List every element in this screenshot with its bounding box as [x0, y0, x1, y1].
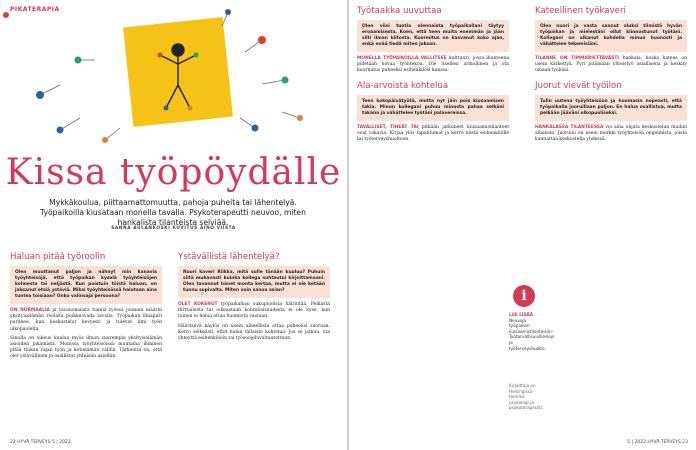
answer-paragraph: HANKALASSA TILANTEESSA voi aina ohjata keskustelun muihin aiheisiin. Juoruilu on usein merkki työyhteisön ongelmista, joista kannattaa keskustella yhdessä. [535, 124, 687, 143]
answer-paragraph: OLET KOKENUT työpaikallasi sukupuolista häirintää. Pelkästä flirttailusta tai oikeastaan kohteliaisuudesta ei ole kyse, kun toinen ei halua ottaa huomiota vastaan. [178, 302, 330, 320]
answer-paragraph: ON NORMAALIA ja tavanomaista toimia työssä joissain määrin yksityiselämän roolista poikkeavalla tavalla. Työpaikan ilmapiiri paranee, kun keskustelut kevyesti ja tulevat ilmi työn ulkopuolelta. [10, 308, 162, 332]
reader-question: Teen kokopäivätyötä, mutta nyt jäin pois kiusaamisen takia. Minun kollegani puhuu minusta pahaa selkäni takana ja vähättelee työtäni palavereissa. [357, 95, 509, 121]
reader-question: Nuori kaveri Riikka, mitä sulle tänään kuuluu? Puhuin siitä mukavasti kuinka kollega suhtautui kirjoittamaani. Olen tavannut hänet monta kertaa, mutta ei ole ketään tunnu sopivalta. Miten voin sanoa asian? [178, 266, 330, 298]
info-sidebar [509, 285, 555, 425]
article-column-4 [535, 6, 687, 146]
left-page [0, 0, 347, 450]
headline: Kissa työpöydälle [5, 152, 342, 193]
answer-paragraph: Häiritsevä käytös on usein aiheellista ottaa puheeksi suoraan. Kerro selkeästi, ettet halua tällaista kohtelua. Jos se jatkuu, ota yhteyttä esihenkilöön tai työsuojeluvaltuutettuun. [178, 323, 330, 342]
illustration-figure-on-note [0, 0, 347, 165]
reader-question: Olen nuori ja vasta saanut aluksi tiimistä hyvän työpaikan ja mielestäni ollut kiinnostunut työtäni. Kollegani on alkanut kohdella minua huonosti ja vähättelee tekemisiäni. [535, 20, 687, 52]
info-icon: i [513, 285, 535, 307]
column-heading: Ystävällistä lähentelyä? [178, 252, 280, 262]
page-footer: 5 | 2022 HYVÄ TERVEYS 23 [627, 440, 688, 445]
author-note: Kirjoittaja on Helsingissä toimiva psykologi ja psykoterapeutti. [509, 383, 544, 411]
byline: SANNA AULANKOSKI KUVITUS AINO VIISTA [111, 226, 236, 231]
article-column-3 [357, 6, 509, 146]
article-column-1 [10, 252, 162, 364]
section-tag: PIKATERAPIA [10, 6, 60, 13]
reader-question: Tulin uutena työyhteisöön ja huomasin nopeasti, että työpaikalla juoruillaan paljon. En halua osallistua, mutta pelkään jääväni ulkopuoliseksi. [535, 95, 687, 121]
reader-question: Olen muuttanut paljon ja nähnyt niin kanavia työyhteisöjä, että työpaikan kyselä työyhteisöjen kolmesta tai neljästä. Kun poistuin töistä haluan, en jaksanut etsiä ystäviä. Miksi työyhteisössä halutaan aina tuntea toisiaan? Onko valinsaja persoona? [10, 266, 162, 304]
page-footer: 22 HYVÄ TERVEYS 5 | 2022 [10, 440, 71, 445]
info-text: LUE LISÄÄ Neuvoja työpaikan kiusaamistilanteisiin: Työturvallisuuskeskus ja työterveyshuolto. [509, 312, 555, 351]
column-heading: Työtaakka uuvuttaa [357, 6, 442, 16]
answer-paragraph: TILANNE ON TIMMARIETTÄVÄSTI hankala, koska kateus on usein kätkettyä. Pyri pitämään yhteistyö asiallisena ja keskity omaan työhösi. [535, 56, 687, 74]
column-heading: Kateellinen työkaveri [535, 6, 626, 16]
reader-question: Olen viisi tuntia olennaista työpaikallani täytyy eroaamisesta. Koen, että teen muita enemmän ja jään silti ilman kiitosta. Kuormitus on kasvanut koko ajan, enkä enää tiedä miten jaksan. [357, 20, 509, 52]
lead-paragraph: Mykkäkoulua, piittaamattomuutta, pahoja puheita tai lähentelyä. Työpaikoilla kiusataan monella tavalla. Psykoterapeutti neuvoo, miten hankalista tilanteista selviää. [40, 198, 306, 227]
answer-paragraph: Sinulla on oikeus kuulua myös ilman suurempia yksityiselämän asioiden jakamista. Monissa työyhteisöissä muutama ihminen pitää tiukan rajan työn ja kotielämän välillä. Tärkeintä on, että olet ystävällinen ja osallistut yhteisiin asioihin. [10, 335, 162, 360]
column-heading: Ala-arvoista kohtelua [357, 80, 449, 91]
right-page [349, 0, 696, 450]
answer-paragraph: TAVALLISET, TIHEÄT TAI pitkään jatkuneet kiusaamistilanteet ovat vakavia. Kirjaa ylös tapahtumat ja kerro niistä esihenkilölle tai työterveyshuoltoon. [357, 124, 509, 143]
column-heading: Juorut vievät työilon [535, 80, 622, 91]
column-heading: Haluan pitää työroolin [10, 252, 106, 262]
answer-paragraph: MONELLA TYÖPAIKOILLA VALLITSEE kulttuuri, jossa ihanteena pidetään kovaa työntekoa. Ole itsellesi armollinen ja ota kuormitus puheeksi esihenkilösi kanssa. [357, 56, 510, 74]
article-column-2 [178, 252, 330, 345]
